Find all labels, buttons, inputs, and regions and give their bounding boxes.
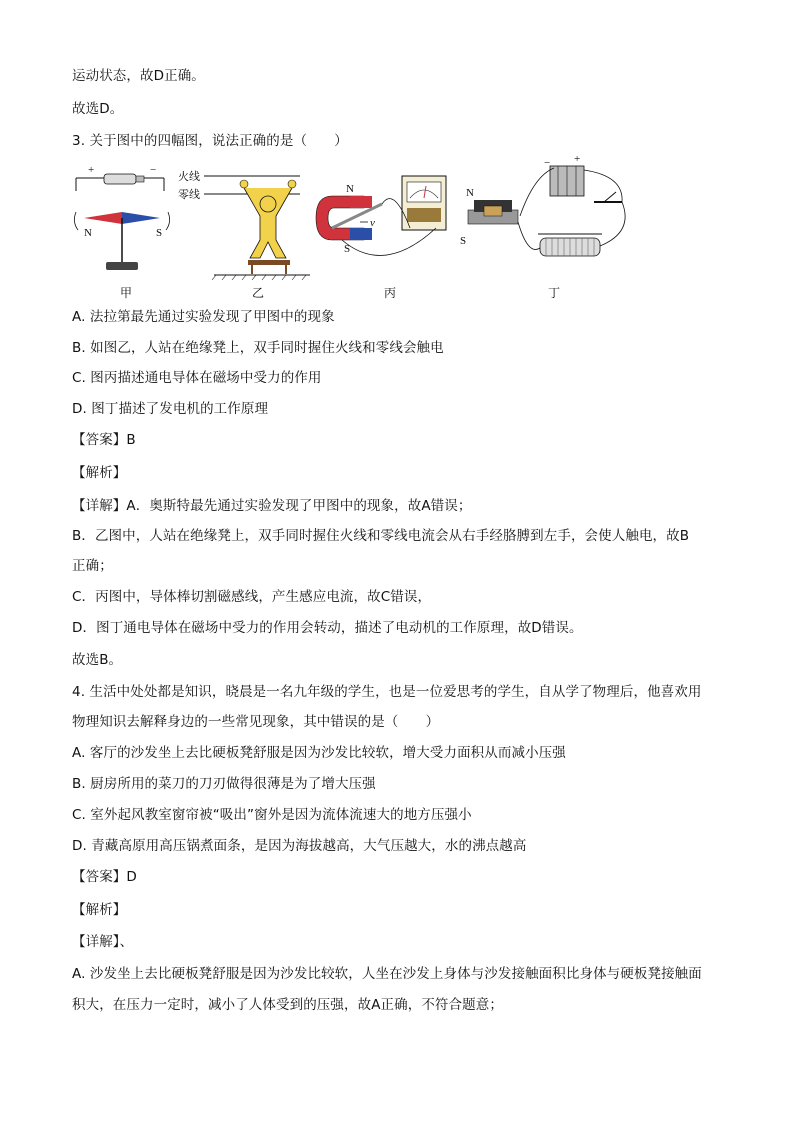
option-c: C. 室外起风教室窗帘被“吸出”窗外是因为流体流速大的地方压强小 — [72, 807, 472, 823]
caption-ding: 丁 — [548, 286, 561, 300]
caption-yi: 乙 — [252, 286, 265, 300]
caption-bing: 丙 — [384, 286, 397, 300]
detail-line: D．图丁通电导体在磁场中受力的作用会转动，描述了电动机的工作原理，故D错误。 — [72, 620, 583, 636]
detail-line: C．丙图中，导体棒切割磁感线，产生感应电流，故C错误， — [72, 589, 432, 605]
caption-jia: 甲 — [120, 286, 133, 300]
bing-v-label: v — [370, 217, 375, 229]
option-a: A. 客厅的沙发坐上去比硬板凳舒服是因为沙发比较软，增大受力面积从而减小压强 — [72, 745, 566, 761]
figure-jia — [74, 164, 169, 270]
jia-plus-label: + — [88, 164, 95, 176]
detail-line: B．乙图中，人站在绝缘凳上，双手同时握住火线和零线电流会从右手经胳膊到左手，会使人触电，故B — [72, 528, 690, 544]
bing-n-label: N — [346, 183, 354, 195]
detail-line: A. 沙发坐上去比硬板凳舒服是因为沙发比较软，人坐在沙发上身体与沙发接触面积比身体与硬板凳接触面 — [72, 966, 702, 982]
jia-n-label: N — [84, 227, 92, 239]
question-4-stem: 4. 生活中处处都是知识，晓晨是一名九年级的学生，也是一位爱思考的学生，自从学了物理后，他喜欢用 — [72, 684, 702, 700]
detail-line: 【详解】A．奥斯特最先通过实验发现了甲图中的现象，故A错误； — [72, 498, 472, 514]
conclusion: 故选B。 — [72, 652, 123, 668]
detail-heading: 【详解】、 — [72, 934, 134, 950]
option-d: D. 青藏高原用高压锅煮面条，是因为海拔越高，大气压越大，水的沸点越高 — [72, 838, 527, 854]
figure-ding — [460, 156, 625, 256]
option-d: D. 图丁描述了发电机的工作原理 — [72, 401, 269, 417]
yi-neutral-label: 零线 — [178, 188, 200, 201]
figure-bing — [316, 176, 446, 255]
ding-s-label: S — [460, 235, 467, 247]
answer: 【答案】D — [72, 869, 137, 885]
option-c: C. 图丙描述通电导体在磁场中受力的作用 — [72, 370, 322, 386]
question-3-figures — [64, 156, 644, 306]
question-4-stem-cont: 物理知识去解释身边的一些常见现象，其中错误的是（ ） — [72, 714, 440, 730]
bing-s-label: S — [344, 243, 351, 255]
answer: 【答案】B — [72, 432, 136, 448]
detail-line: 积大，在压力一定时，减小了人体受到的压强，故A正确，不符合题意； — [72, 997, 503, 1013]
jia-s-label: S — [156, 227, 163, 239]
text-line: 故选D。 — [72, 101, 124, 117]
analysis-heading: 【解析】 — [72, 902, 127, 918]
option-a: A. 法拉第最先通过实验发现了甲图中的现象 — [72, 309, 335, 325]
yi-live-label: 火线 — [178, 170, 200, 183]
question-3-stem: 3. 关于图中的四幅图，说法正确的是（ ） — [72, 133, 348, 149]
detail-line: 正确； — [72, 558, 113, 574]
jia-minus-label: − — [150, 164, 157, 176]
ding-minus-label: − — [544, 157, 551, 169]
text-line: 运动状态，故D正确。 — [72, 68, 205, 84]
analysis-heading: 【解析】 — [72, 465, 127, 481]
option-b: B. 厨房所用的菜刀的刀刃做得很薄是为了增大压强 — [72, 776, 376, 792]
ding-n-label: N — [466, 187, 474, 199]
ding-plus-label: + — [574, 156, 581, 165]
figure-yi — [178, 169, 310, 280]
option-b: B. 如图乙，人站在绝缘凳上，双手同时握住火线和零线会触电 — [72, 340, 444, 356]
